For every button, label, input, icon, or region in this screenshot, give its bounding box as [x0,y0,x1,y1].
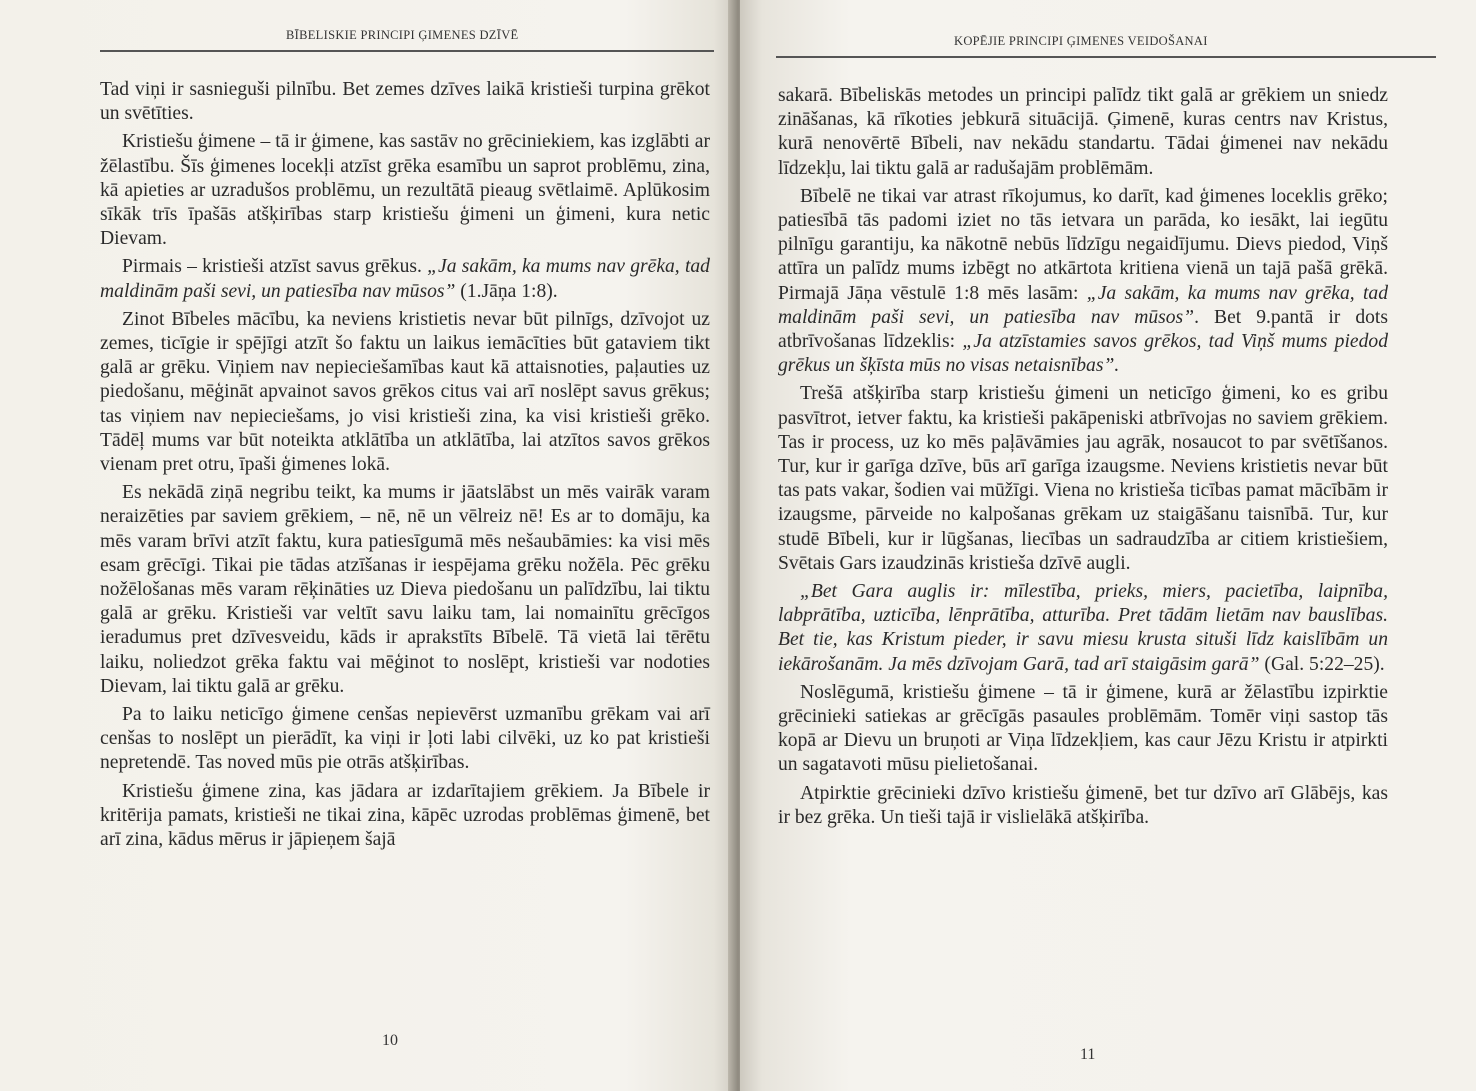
scripture-quote: „Ja sakām, ka mums nav grēka, tad maldinām paši sevi, un patiesība nav mūsos” [100,256,710,302]
paragraph: Trešā atšķirība starp kristiešu ģimeni un neticīgo ģimeni, ko es gribu pasvītrot, ietver faktu, ka kristieši pakāpeniski atbrīvojas no saviem grēkiem. Tas ir process, uz ko mēs paļāvāmies jau agrāk, nosaucot to par svētīšanos. Tur, kur ir garīga dzīve, būs arī garīga izaugsme. Neviens kristietis nevar būt tas pats vakar, šodien vai mūžīgi. Viena no kristieša ticības pamat mācībām ir izaugsme, pārveide no kalpošanas grēkam uz staigāšanu taisnībā. Tur, kur studē Bībeli, kur ir lūgšanas, liecības un sadraudzība ar citiem kristiešiem, Svētais Gars izaudzinās kristieša dzīvē augli. [778,383,1388,574]
paragraph: Pa to laiku neticīgo ģimene cenšas nepievērst uzmanību grēkam vai arī cenšas to noslēpt un pierādīt, ka viņi ir ļoti labi cilvēki, uz ko pat kristieši nepretendē. Tas noved mūs pie otrās atšķirības. [100,704,710,774]
paragraph: Tad viņi ir sasnieguši pilnību. Bet zemes dzīves laikā kristieši turpina grēkot un svētīties. [100,79,710,125]
header-rule-right [776,56,1436,58]
left-page [0,0,736,1091]
running-head-left: BĪBELISKIE PRINCIPI ĢIMENES DZĪVĒ [286,28,519,42]
paragraph: sakarā. Bībeliskās metodes un principi palīdz tikt galā ar grēkiem un sniedz zināšanas, kā rīkoties jebkurā situācijā. Ģimenē, kuras centrs nav Kristus, kurā nenovērtē Bībeli, nav nekādu standartu. Tādai ģimenei nav nekādu līdzekļu, lai tiktu galā ar radušajām problēmām. [778,85,1388,179]
paragraph [778,580,1388,677]
scripture-reference: (1.Jāņa 1:8). [455,280,558,302]
scripture-quote: „Ja atzīstamies savos grēkos, tad Viņš mums piedod grēkus un šķīsta mūs no visas netaisnības”. [778,331,1388,377]
paragraph: Kristiešu ģimene – tā ir ģimene, kas sastāv no grēciniekiem, kas izglābti ar žēlastību. Šīs ģimenes locekļi atzīst grēka esamību un saprot problēmu, zina, kā apieties ar uzradušos problēmu, un rezultātā pieaug svētlaimē. Aplūkosim sīkāk trīs īpašās atšķirības starp kristiešu ģimeni un ģimeni, kura netic Dievam. [100,131,710,250]
page-number-left: 10 [382,1032,398,1049]
paragraph-middle: . Bet 9.pantā ir dots atbrīvošanas līdzeklis: [778,306,1389,353]
paragraph [778,185,1388,379]
paragraph [100,255,710,303]
paragraph: Atpirktie grēcinieki dzīvo kristiešu ģimenē, bet tur dzīvo arī Glābējs, kas ir bez grēka. Un tieši tajā ir vislielākā atšķirība. [778,782,1388,828]
paragraph: Zinot Bībeles mācību, ka neviens kristietis nevar būt pilnīgs, dzīvojot uz zemes, ticīgie ir spējīgi atzīt šo faktu un laikus iemācīties būt gataviem tikt galā ar grēku. Viņiem nav nepieciešamības kaut kā attaisnoties, paļauties uz piedošanu, mēģināt apvainot savos grēkos citus vai arī noslēpt savus grēkus; tas viņiem nav nepieciešams, jo visi kristieši zina, ka visi kristieši grēko. Tādēļ mums var būt noteikta atklātība un atklātība, lai atzītos savos grēkos vienam pret otru, īpaši ģimenes lokā. [100,308,710,476]
page-number-right: 11 [1080,1046,1096,1063]
header-rule-left [100,50,714,52]
scripture-quote: „Bet Gara auglis ir: mīlestība, prieks, miers, pacietība, laipnība, labprātība, uzticība, lēnprātība, atturība. Pret tādām lietām nav bauslības. Bet tie, kas Kristum pieder, ir savu miesu krusta situši līdz kaislībām un iekārošanām. Ja mēs dzīvojam Garā, tad arī staigāsim garā” [778,581,1388,675]
running-head-right: KOPĒJIE PRINCIPI ĢIMENES VEIDOŠANAI [954,34,1208,48]
scripture-reference: (Gal. 5:22–25). [1259,653,1385,675]
left-page-text [100,78,710,856]
right-page [740,0,1476,1091]
paragraph: Es nekādā ziņā negribu teikt, ka mums ir jāatslābst un mēs vairāk varam neraizēties par saviem grēkiem, – nē, nē un vēlreiz nē! Es ar to domāju, ka mēs varam brīvi atzīt faktu, kura patiesīgumā mēs nešaubāmies: ka visi mēs esam grēcīgi. Tikai pie tādas atzīšanas ir iespējama grēku nožēla. Pēc grēku nožēlošanas mēs varam rēķināties uz Dieva piedošanu un palīdzību, lai tiktu galā ar grēku. Kristieši var veltīt savu laiku tam, lai nomainītu grēcīgos ieradumus pret dzīvesveidu, kāds ir aprakstīts Bībelē. Tā vietā lai tērētu laiku, noliedzot grēka faktu vai mēģinot to noslēpt, kristieši var nodoties Dievam, lai tiktu galā ar grēku. [100,482,710,697]
scripture-quote: „Ja sakām, ka mums nav grēka, tad maldinām paši sevi, un patiesība nav mūsos” [778,282,1388,328]
paragraph-lead: Bībelē ne tikai var atrast rīkojumus, ko darīt, kad ģimenes loceklis grēko; patiesībā tās padomi iziet no tās ietvara un parāda, ko iesākt, lai iegūtu pilnīgu garantiju, ka nākotnē nebūs līdzīgu negaidījumu. Dievs piedod, Viņš attīra un palīdz mums izbēgt no atkārtota kritiena vienā un tajā pašā grēkā. Pirmajā Jāņa vēstulē 1:8 mēs lasām: [778,185,1388,304]
paragraph-lead: Pirmais – kristieši atzīst savus grēkus. [122,256,428,278]
right-page-text [778,84,1388,834]
paragraph: Noslēgumā, kristiešu ģimene – tā ir ģimene, kurā ar žēlastību izpirktie grēcinieki satiekas ar grēcīgās pasaules problēmām. Tomēr viņi sastop tās kopā ar Dievu un bruņoti ar Viņa līdzekļiem, kas caur Jēzu Kristu ir atpirkti un sagatavoti mūsu pielietošanai. [778,681,1388,776]
paragraph: Kristiešu ģimene zina, kas jādara ar izdarītajiem grēkiem. Ja Bībele ir kritērija pamats, kristieši ne tikai zina, kāpēc uzrodas problēmas ģimenē, bet arī zina, kādus mērus ir jāpieņem šajā [100,780,710,851]
